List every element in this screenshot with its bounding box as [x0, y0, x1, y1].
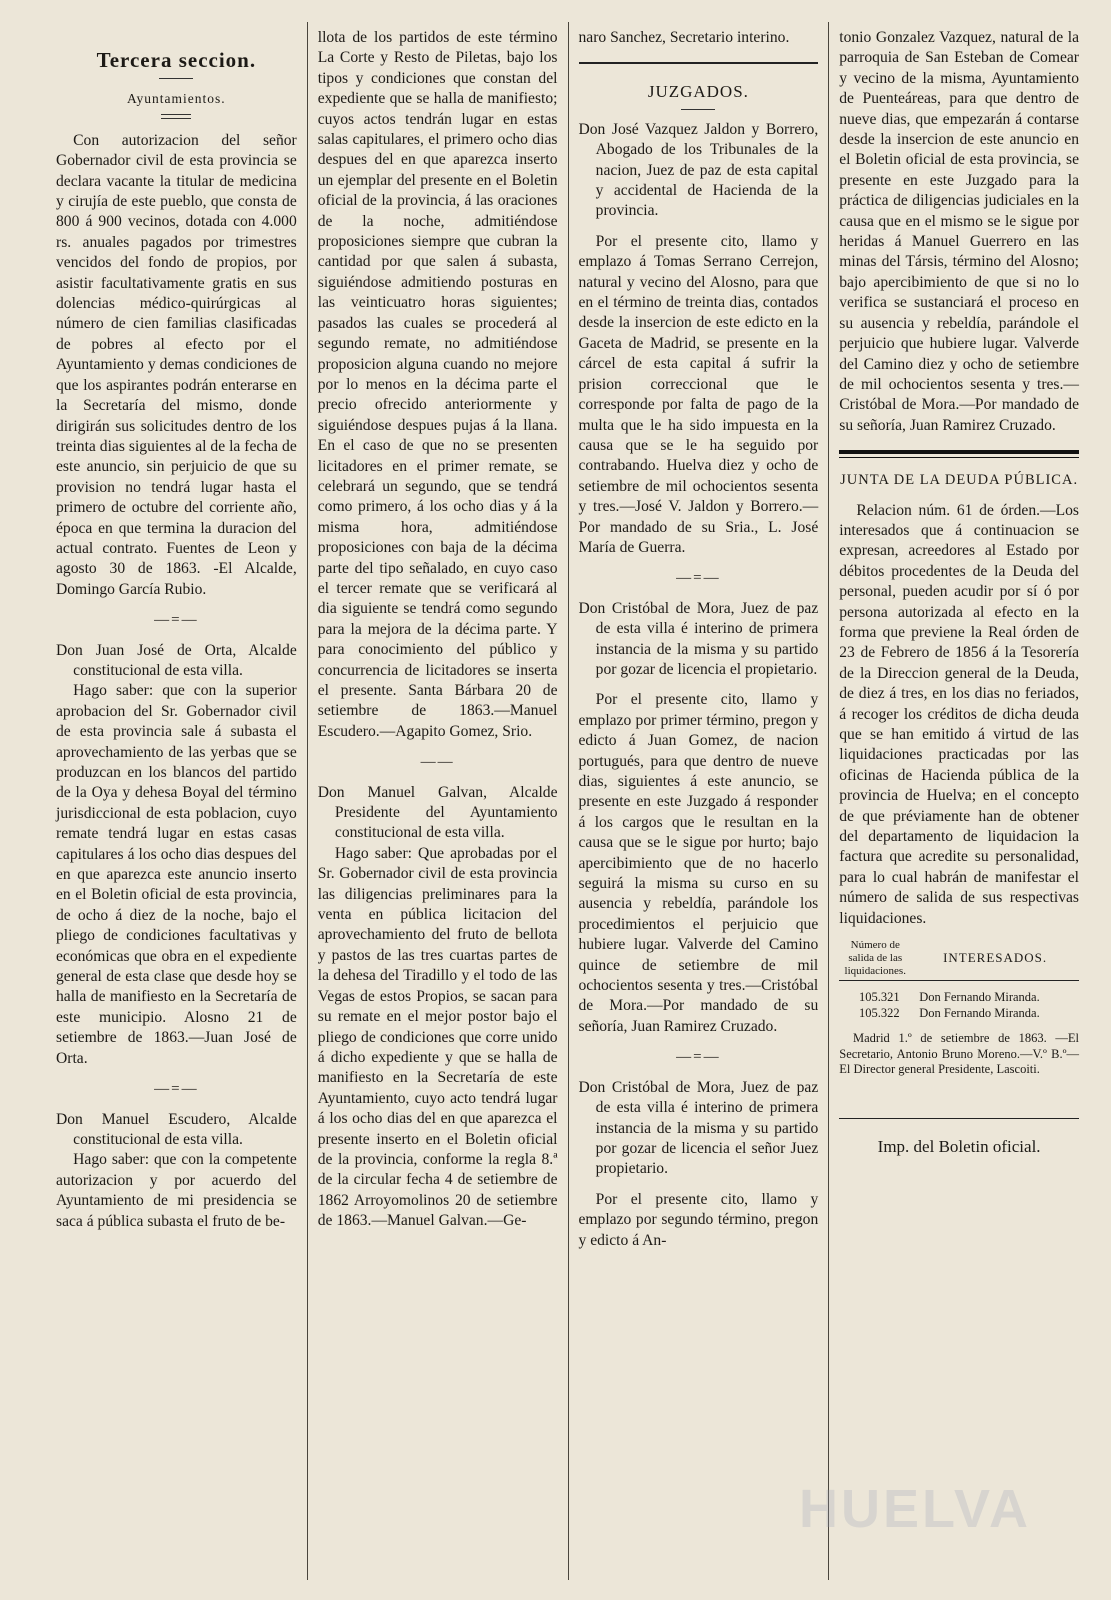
notice-body: Hago saber: que con la competente autorizacion y por acuerdo del Ayuntamiento de mi presidencia se saca á pública subasta el fruto de be- — [56, 1151, 297, 1230]
divider — [839, 450, 1079, 454]
notice-heading: Don Juan José de Orta, Alcalde constitucional de esta villa. — [56, 641, 297, 679]
notice-vacancy: Con autorizacion del señor Gobernador civil de esta provincia se declara vacante la titular de medicina y cirujía de este pueblo, que consta de 800 á 900 vecinos, dotada con 4.000 rs. anuales pagados por trimestres vencidos del fondo de propios, por asistir facultativamente gratis en sus dolencias médico-quirúrgicas al número de cien familias clasificadas de pobres al efecto por el Ayuntamiento y demas condiciones de que los aspirantes podrán enterarse en la Secretaría del mismo, donde dirigirán sus solicitudes dentro de los treinta dias siguientes al de la fecha de este anuncio, sin perjuicio de que su provision no tendrá lugar hasta el primero de octubre del corriente año, época en que termina la duracion del actual contrato. Fuentes de Leon y agosto 30 de 1863. -El Alcalde, Domingo García Rubio. — [56, 131, 297, 598]
column-header-number: Número de salida de las liquidaciones. — [844, 939, 906, 978]
column-1 — [46, 22, 307, 1580]
column-header-interesados: INTERESADOS. — [943, 950, 1048, 966]
ayuntamientos-heading: Ayuntamientos. — [127, 91, 226, 107]
junta-heading: JUNTA DE LA DEUDA PÚBLICA. — [840, 472, 1079, 489]
row-name: Don Fernando Miranda. — [919, 990, 1040, 1005]
separator: —— — [420, 754, 455, 771]
divider — [579, 62, 819, 64]
notice-heading: Don Cristóbal de Mora, Juez de paz de esta villa é interino de primera instancia de la misma y su partido por gozar de licencia el propietario. — [578, 599, 819, 678]
notice-body: Por el presente cito, llamo y emplazo á Tomas Serrano Cerrejon, natural y vecino del Alosno, para que en el término de treinta dias, contados desde la insercion de este edicto en la Gaceta de Madrid, se presente en la cárcel de esta capital á sufrir la prision correccional que le corresponde por falta de pago de la multa que le ha sido impuesta en la causa que se le ha seguido por contrabando. Huelva diez y ocho de setiembre de mil ochocientos sesenta y tres.—José V. Jaldon y Borrero.—Por mandado de su Sria., L. José María de Guerra. — [578, 232, 819, 556]
notice-body: naro Sanchez, Secretario interino. — [578, 29, 790, 46]
separator: —=— — [154, 612, 199, 629]
printer-credit: Imp. del Boletin oficial. — [877, 1136, 1041, 1156]
notice-body: Relacion núm. 61 de órden.—Los interesados que á continuacion se expresan, acreedores al Estado por débitos procedentes de la Deuda del personal, pueden acudir por sí ó por persona autorizada al efecto en la forma que previene la Real órden de 23 de Febrero de 1856 á la Tesorería de la Direccion general de la Deuda, de diez á tres, en los dias no feriados, á recoger los créditos de dicha deuda que se han emitido á virtud de las liquidaciones practicadas por las oficinas de Hacienda pública de la provincia de Huelva; en el concepto de que préviamente han de obtener del departamento de liquidacion la factura que acredite su personalidad, para lo cual habrán de manifestar el número de salida de sus respectivas liquidaciones. — [839, 501, 1079, 927]
row-name: Don Fernando Miranda. — [919, 1006, 1040, 1021]
notice-body: Por el presente cito, llamo y emplazo por primer término, pregon y edicto á Juan Gomez, de nacion portugués, para que dentro de nueve dias, siguientes á este anuncio, se presente en este Juzgado á responder á los cargos que le resultan en la causa que se le sigue por hurto; bajo apercibimiento que de no hacerlo seguirá la misma su curso en su ausencia y rebeldía, parándole los procedimientos el perjuicio que hubiere lugar. Valverde del Camino quince de setiembre de mil ochocientos sesenta y tres.—Cristóbal de Mora.—Por mandado de su señoría, Juan Ramirez Cruzado. — [578, 691, 819, 1035]
notice-body: llota de los partidos de este término La Corte y Resto de Piletas, bajo los tipos y condiciones que constan del expediente que se halla de manifiesto; cuyos actos tendrán lugar en estas salas capitulares, el primero ocho dias despues del en que aparezca inserto un ejemplar del presente en el Boletin oficial de la provincia, á las oraciones de la noche, admitiéndose proposiciones siempre que cubran la cantidad por que salen á subasta, siguiéndose admitiendo posturas en las veinticuatro horas siguientes; pasados las cuales se procederá al segundo remate, no admitiéndose proposicion alguna cuando no mejore por lo menos en la décima parte el precio ofrecido anteriormente y siguiéndose despues pujas á la llana. En el caso de que no se presenten licitadores en el primer remate, se celebrará un segundo, que se tendrá como primero, á los ocho dias y á la misma hora, admitiéndose proposiciones con baja de la décima parte del tipo señalado, en cuyo caso el tercer remate que se verificará al dia siguiente se tendrá como segundo para la mejora de la décima parte. Y para conocimiento del público y concurrencia de licitadores se inserta el presente. Santa Bárbara 20 de setiembre de 1863.—Manuel Escudero.—Agapito Gomez, Srio. — [317, 29, 558, 740]
table-body — [839, 989, 1079, 1021]
divider — [839, 1118, 1079, 1119]
notice-heading: Don Cristóbal de Mora, Juez de paz de esta villa é interino de primera instancia de la misma y su partido por gozar de licencia el señor Juez propietario. — [578, 1078, 819, 1178]
column-3 — [568, 22, 829, 1580]
table-header — [839, 939, 1079, 981]
divider — [161, 114, 191, 119]
table-row — [839, 989, 1079, 1005]
column-2 — [307, 22, 568, 1580]
divider — [681, 109, 715, 110]
notice-body: Hago saber: Que aprobadas por el Sr. Gobernador civil de esta provincia las diligencias preliminares para la venta en pública licitacion del aprovechamiento del fruto de bellota y pastos de las tres cuartas partes de la dehesa del Tiradillo y el todo de las Vegas de estos Propios, se sacan para su remate en el mejor postor bajo el pliego de condiciones que corre unido á dicho expediente y que se halla de manifiesto en la Secretaría de este Ayuntamiento, cuyo acto tendrá lugar á los ocho dias del en que aparezca el presente inserto en el Boletin oficial de la provincia, conforme la regla 8.ª de la circular fecha 4 de setiembre de 1862 Arroyomolinos 20 de setiembre de 1863.—Manuel Galvan.—Ge- — [317, 844, 558, 1230]
table-row — [839, 1005, 1079, 1021]
divider — [159, 78, 193, 79]
column-4 — [828, 22, 1089, 1580]
notice-heading: Don Manuel Escudero, Alcalde constitucional de esta villa. — [56, 1110, 297, 1148]
row-number: 105.321 — [858, 990, 900, 1005]
watermark-logo: HUELVA — [799, 1479, 1031, 1539]
separator: —=— — [676, 1049, 721, 1066]
notice-heading: Don José Vazquez Jaldon y Borrero, Abogado de los Tribunales de la nacion, Juez de paz de esta capital y accidental de Hacienda de la provincia. — [578, 120, 819, 220]
separator: —=— — [676, 570, 721, 587]
row-number: 105.322 — [858, 1006, 900, 1021]
closing-signature: Madrid 1.º de setiembre de 1863. —El Secretario, Antonio Bruno Moreno.—V.º B.º—El Director general Presidente, Lascoiti. — [839, 1031, 1079, 1077]
notice-body: Por el presente cito, llamo y emplazo por segundo término, pregon y edicto á An- — [578, 1190, 819, 1249]
notice-body: Hago saber: que con la superior aprobacion del Sr. Gobernador civil de esta provincia sale á subasta el aprovechamiento de las yerbas que se produzcan en los blancos del partido de la Oya y dehesa Boyal del término jurisdiccional de esta poblacion, cuyo remate tendrá lugar en estas casas capitulares á los ocho dias despues del en que aparezca este anuncio inserto en el Boletin oficial de esta provincia, de ocho á diez de la noche, bajo el pliego de condiciones facultativas y económicas que obra en el expediente general de esta clase que desde hoy se halla de manifiesto en la Secretaría de este municipio. Alosno 21 de setiembre de 1863.—Juan José de Orta. — [56, 682, 297, 1067]
notice-heading: Don Manuel Galvan, Alcalde Presidente del Ayuntamiento constitucional de esta villa. — [317, 783, 558, 842]
section-title: Tercera seccion. — [96, 48, 257, 72]
juzgados-heading: JUZGADOS. — [647, 82, 749, 102]
separator: —=— — [154, 1081, 199, 1098]
notice-body: tonio Gonzalez Vazquez, natural de la parroquia de San Esteban de Comear y vecino de la misma, Ayuntamiento de Puenteáreas, para que dentro de nueve dias, que empezarán á contarse desde la insercion de este anuncio en el Boletin oficial de esta provincia, se presente en este Juzgado para la práctica de diligencias judiciales en la causa que en el mismo se le sigue por heridas á Manuel Guerrero en las minas del Társis, término del Alosno; bajo apercibimiento de que si no lo verifica se sustanciará el proceso en su ausencia y rebeldía, parándole el perjuicio que hubiere lugar. Valverde del Camino diez y ocho de setiembre de mil ochocientos sesenta y tres.—Cristóbal de Mora.—Por mandado de su señoría, Juan Ramirez Cruzado. — [839, 29, 1079, 434]
divider — [839, 457, 1079, 458]
